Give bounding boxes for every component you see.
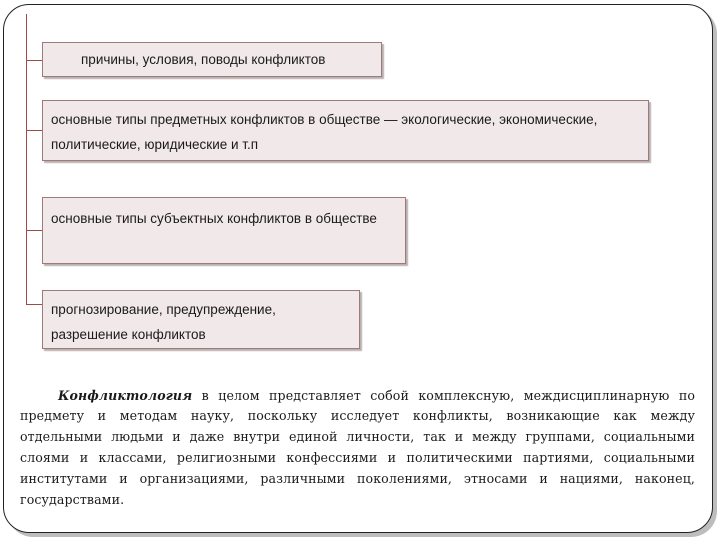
- diagram-box-label: основные типы субъектных конфликтов в обществе: [51, 211, 377, 226]
- diagram-box-label: причины, условия, поводы конфликтов: [81, 52, 326, 67]
- term-conflictology: Конфликтология: [58, 387, 193, 403]
- diagram-box-causes: [42, 42, 382, 77]
- definition-text: в целом представляет собой комплексную, междисциплинарную по предмету и методам науку, поскольку исследует конфликты, возникающие как между отдельными людьми и даже внутри единой личности, так и между группами, социальными слоями и классами, религиозными конфессиями и политическими партиями, социальными институтами и организациями, различными поколениями, этносами и нациями, наконец, государствами.: [20, 387, 695, 507]
- diagram-box-object-conflicts: [42, 100, 649, 161]
- connector-stub-3: [26, 230, 42, 231]
- connector-stub-1: [26, 60, 42, 61]
- connector-stub-4: [26, 304, 42, 305]
- definition-paragraph: [20, 386, 695, 511]
- connector-spine: [26, 14, 27, 304]
- diagram-box-label: основные типы предметных конфликтов в обществе — экологические, экономические, политические, юридические и т.п: [51, 112, 598, 152]
- diagram-box-label: прогнозирование, предупреждение, разрешение конфликтов: [51, 302, 276, 342]
- connector-stub-2: [26, 130, 42, 131]
- diagram-box-subject-conflicts: [42, 197, 406, 264]
- diagram-box-resolution: [42, 290, 360, 349]
